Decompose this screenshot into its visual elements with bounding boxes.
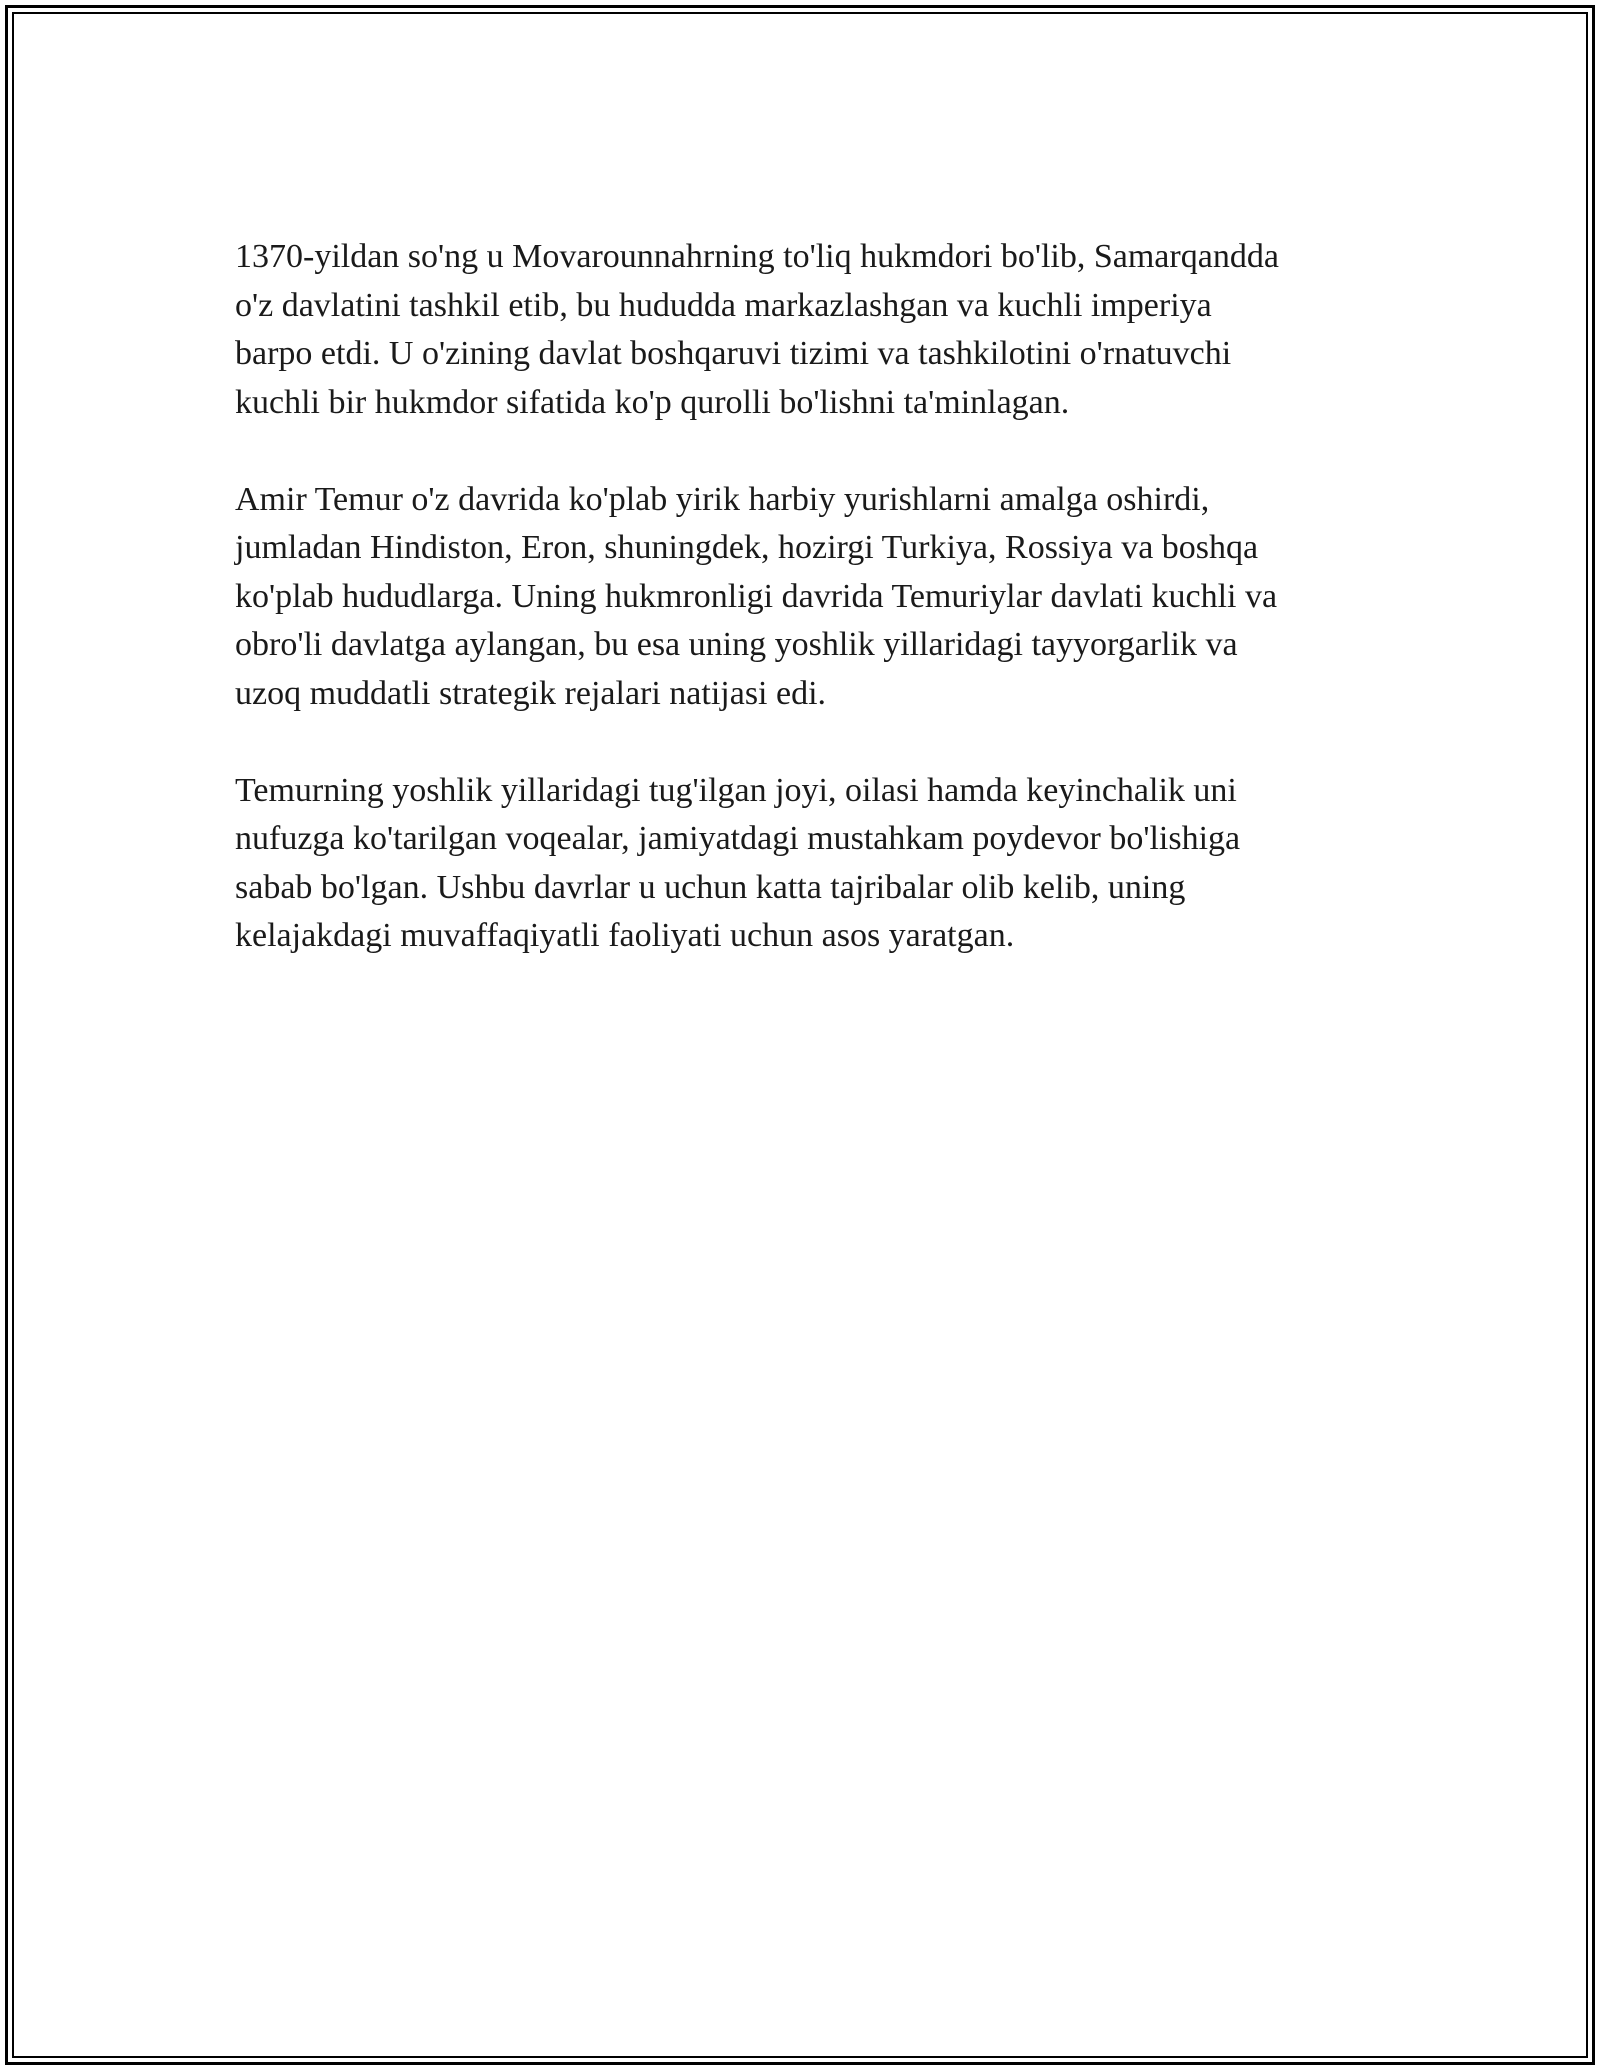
text-line: jumladan Hindiston, Eron, shuningdek, hozirgi Turkiya, Rossiya va boshqa (235, 529, 1259, 566)
text-line: Amir Temur o'z davrida ko'plab yirik harbiy yurishlarni amalga oshirdi, (235, 480, 1210, 518)
text-line: obro'li davlatga aylangan, bu esa uning yoshlik yillaridagi tayyorgarlik va (235, 626, 1238, 663)
text-line: ko'plab hududlarga. Uning hukmronligi davrida Temuriylar davlati kuchli va (235, 577, 1278, 615)
text-line: Temurning yoshlik yillaridagi tug'ilgan joyi, oilasi hamda keyinchalik uni (235, 771, 1237, 809)
text-line: nufuzga ko'tarilgan voqealar, jamiyatdagi mustahkam poydevor bo'lishiga (235, 820, 1241, 857)
text-line: kelajakdagi muvaffaqiyatli faoliyati uchun asos yaratgan. (235, 917, 1015, 954)
text-line: kuchli bir hukmdor sifatida ko'p qurolli bo'lishni ta'minlagan. (235, 383, 1070, 421)
text-line: barpo etdi. U o'zining davlat boshqaruvi tizimi va tashkilotini o'rnatuvchi (235, 335, 1232, 372)
paragraph-1 (235, 233, 1385, 427)
text-line: 1370-yildan so'ng u Movarounnahrning to'liq hukmdori bo'lib, Samarqandda (235, 238, 1279, 275)
text-line: o'z davlatini tashkil etib, bu hududda markazlashgan va kuchli imperiya (235, 286, 1212, 324)
paragraph-2 (235, 476, 1385, 719)
paragraph-3 (235, 767, 1385, 961)
document-body (235, 233, 1385, 1009)
text-line: uzoq muddatli strategik rejalari natijasi edi. (235, 674, 827, 712)
text-line: sabab bo'lgan. Ushbu davrlar u uchun katta tajribalar olib kelib, uning (235, 868, 1186, 906)
